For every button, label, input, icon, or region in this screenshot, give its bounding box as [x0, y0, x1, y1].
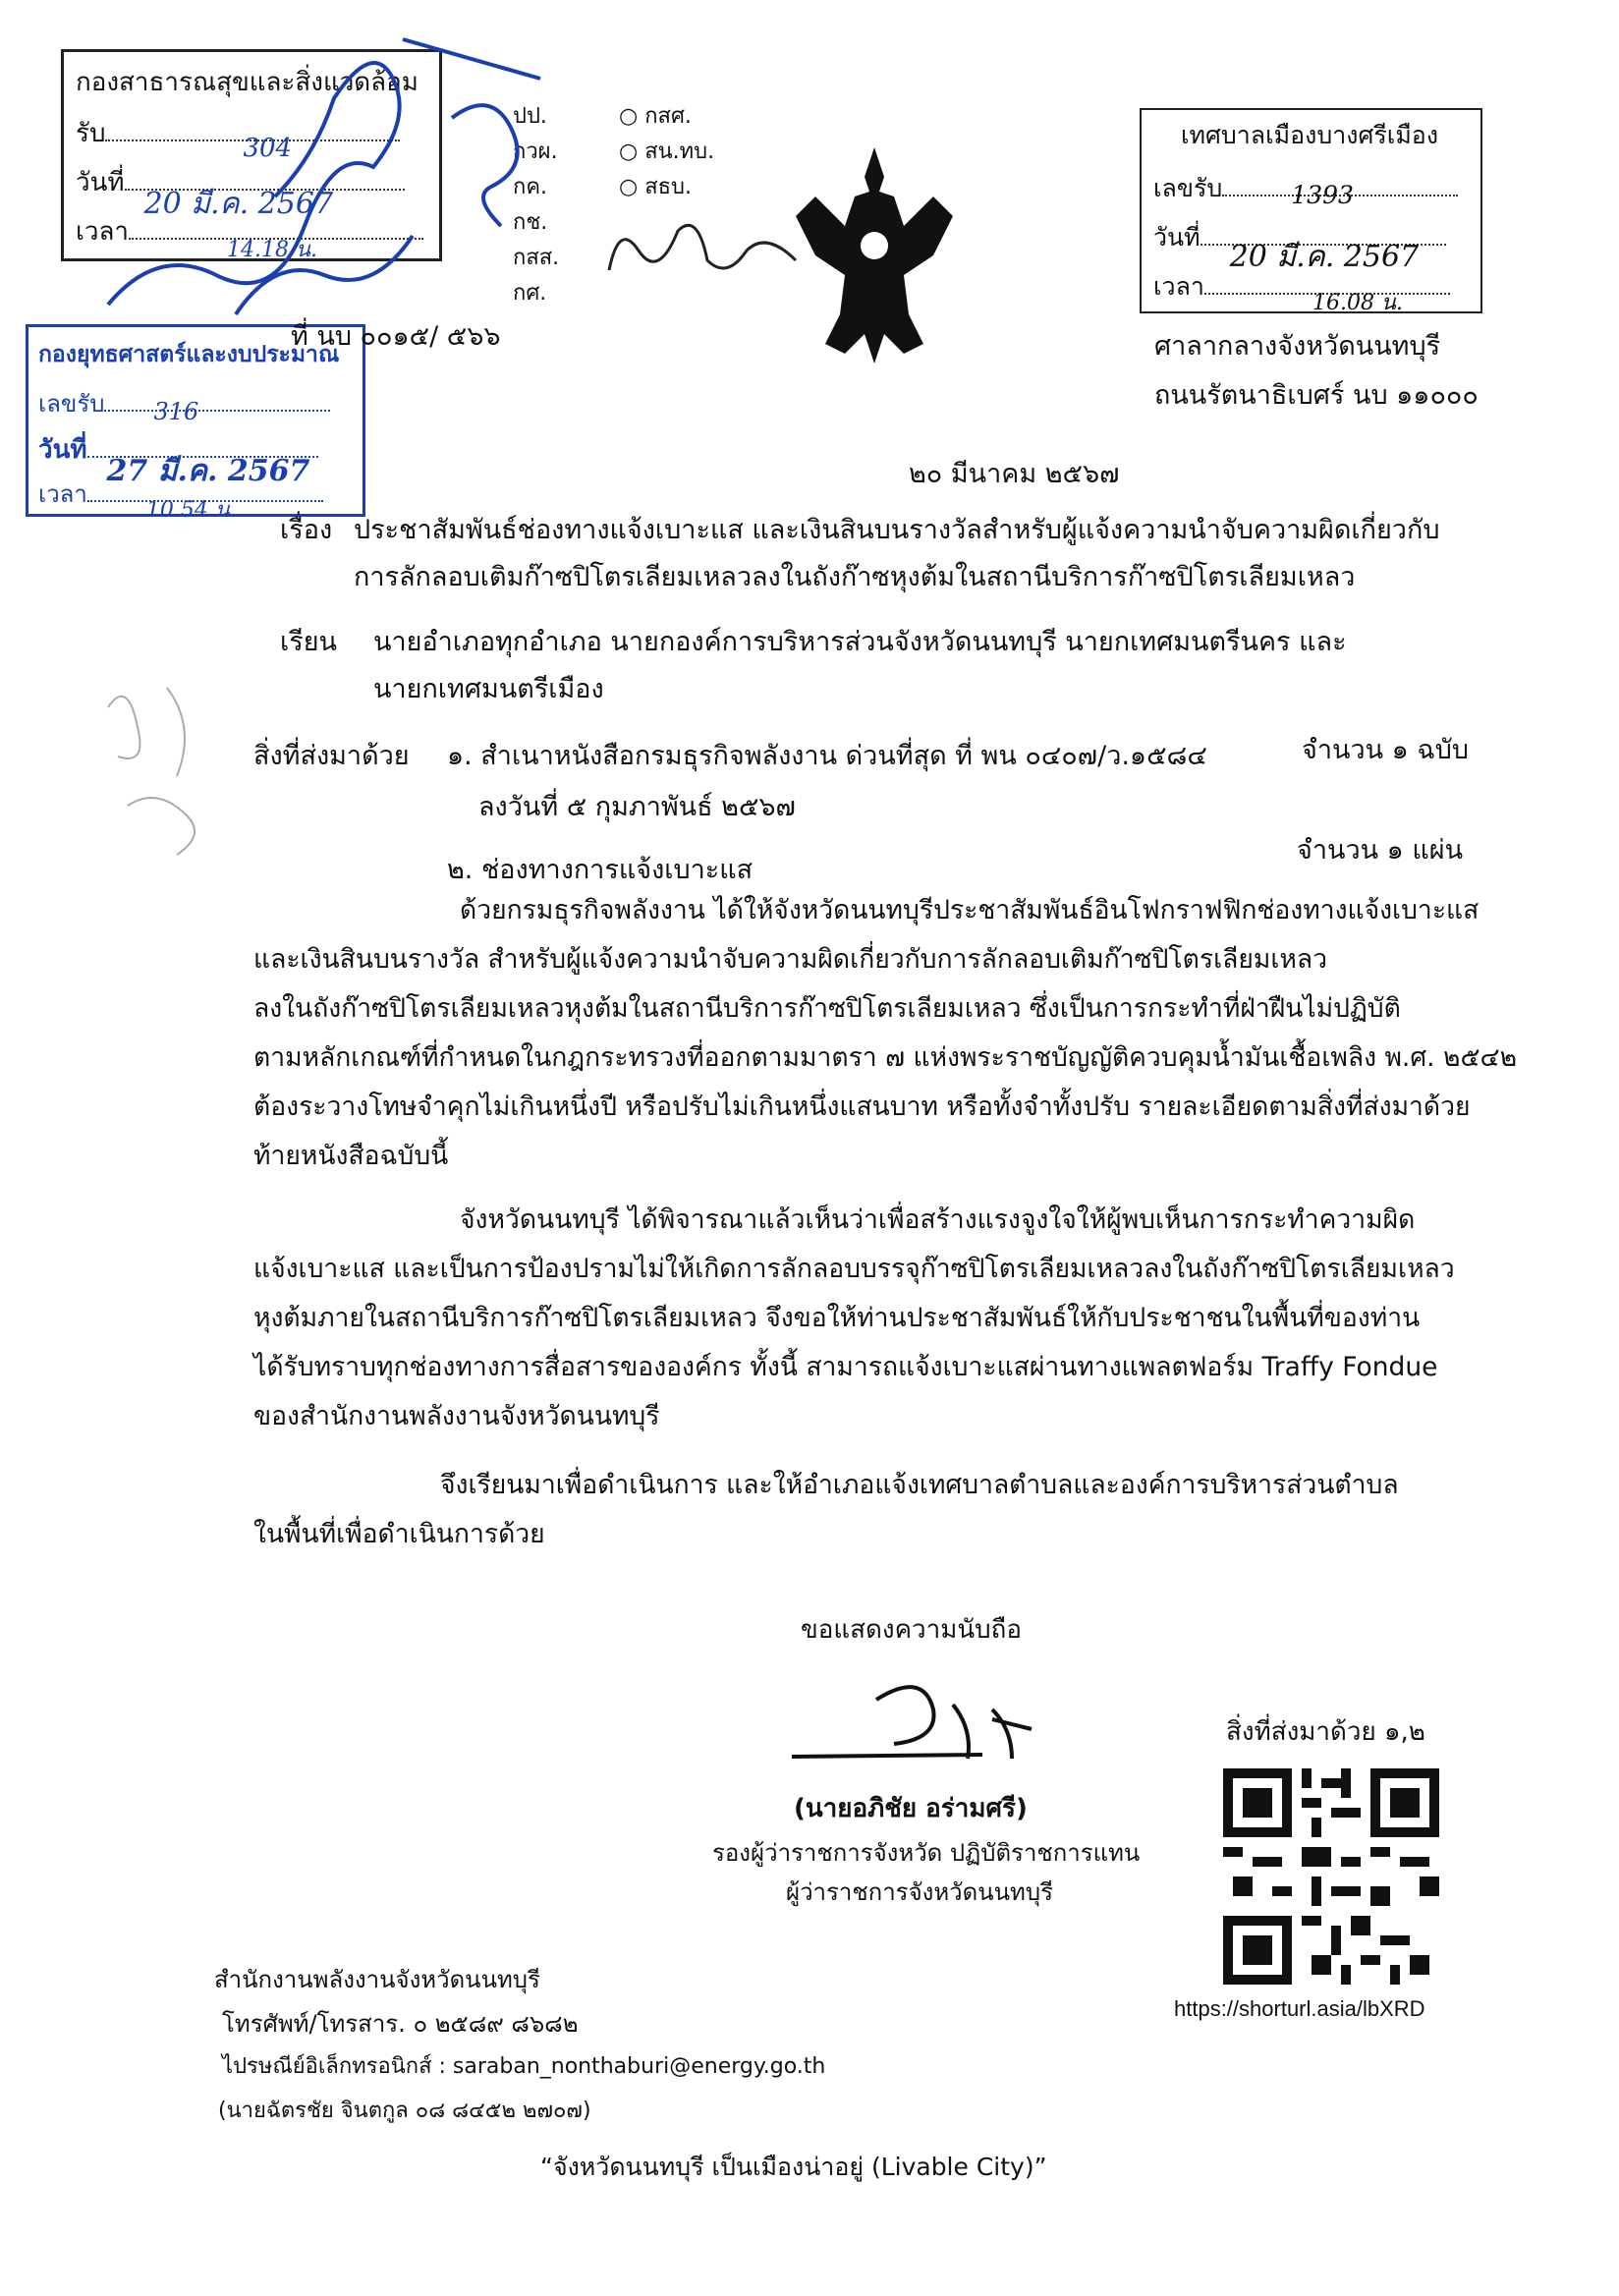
enclosure-item-2: ๒. ช่องทางการแจ้งเบาะแส: [447, 855, 754, 885]
pencil-margin-note: [88, 668, 246, 865]
garuda-emblem-icon: [786, 138, 963, 373]
routing-mark: กศ.: [513, 281, 547, 306]
footer-phone: โทรศัพท์/โทรสาร. ๐ ๒๕๘๙ ๘๖๘๒: [222, 2010, 579, 2038]
stamp-date-label: วันที่: [76, 168, 125, 197]
qr-url-link[interactable]: https://shorturl.asia/lbXRD: [1174, 1996, 1425, 2021]
stamp-time-label: เวลา: [38, 480, 87, 508]
routing-mark: กสส.: [513, 246, 560, 270]
stamp-time-row: [38, 475, 323, 523]
closing-salutation: ขอแสดงความนับถือ: [801, 1615, 1022, 1645]
handwritten-signature: [786, 1670, 1061, 1778]
paragraph-line: ด้วยกรมธุรกิจพลังงาน ได้ให้จังหวัดนนทบุรีประชาสัมพันธ์อินโฟกราฟฟิกช่องทางแจ้งเบาะแส: [460, 895, 1479, 925]
stamp-title: เทศบาลเมืองบางศรีเมือง: [1181, 121, 1439, 149]
stamp-title: กองยุทธศาสตร์และงบประมาณ: [38, 342, 340, 367]
document-number: ที่ นบ ๐๐๑๕/ ๕๖๖: [291, 321, 501, 352]
paragraph-line: และเงินสินบนรางวัล สำหรับผู้แจ้งความนำจับความผิดเกี่ยวกับการลักลอบเติมก๊าซปิโตรเลียมเหลว: [253, 944, 1328, 975]
stamp-received-label: เลขรับ: [1153, 174, 1223, 202]
slogan: “จังหวัดนนทบุรี เป็นเมืองน่าอยู่ (Livable City)”: [540, 2153, 1047, 2181]
enclosure-item-1: ๑. สำเนาหนังสือกรมธุรกิจพลังงาน ด่วนที่สุด ที่ พน ๐๔๐๗/ว.๑๕๘๔: [447, 741, 1207, 771]
recipient-line-1: นายอำเภอทุกอำเภอ นายกองค์การบริหารส่วนจังหวัดนนทบุรี นายกเทศมนตรีนคร และ: [373, 627, 1347, 657]
handwritten-initials: [599, 211, 806, 290]
paragraph-line: จังหวัดนนทบุรี ได้พิจารณาแล้วเห็นว่าเพื่อสร้างแรงจูงใจให้ผู้พบเห็นการกระทำความผิด: [460, 1204, 1416, 1235]
routing-mark: กค.: [513, 175, 548, 199]
stamp-date-value: 27 มี.ค. 2567: [106, 454, 310, 488]
qr-caption: สิ่งที่ส่งมาด้วย ๑,๒: [1226, 1717, 1425, 1747]
paragraph-line: จึงเรียนมาเพื่อดำเนินการ และให้อำเภอแจ้งเทศบาลตำบลและองค์การบริหารส่วนตำบล: [440, 1470, 1399, 1500]
handwritten-annotation: [79, 20, 629, 334]
stamp-time-row: [1153, 267, 1450, 315]
signer-title-line-1: รองผู้ว่าราชการจังหวัด ปฏิบัติราชการแทน: [712, 1839, 1141, 1867]
footer-office: สำนักงานพลังงานจังหวัดนนทบุรี: [214, 1966, 540, 1993]
stamp-title: กองสาธารณสุขและสิ่งแวดล้อม: [76, 68, 419, 97]
routing-mark: กช.: [513, 210, 548, 235]
footer-contact: (นายฉัตรชัย จินตกูล ๐๘ ๘๔๕๒ ๒๗๐๗): [218, 2099, 591, 2123]
paragraph-line: ได้รับทราบทุกช่องทางการสื่อสารขององค์กร ทั้งนี้ สามารถแจ้งเบาะแสผ่านทางแพลตฟอร์ม Traffy Fondue: [253, 1352, 1438, 1382]
signer-name: (นายอภิชัย อร่ามศรี): [794, 1794, 1028, 1823]
sender-address-line-2: ถนนรัตนาธิเบศร์ นบ ๑๑๐๐๐: [1154, 380, 1479, 411]
stamp-received-value: 1393: [1291, 181, 1354, 209]
paragraph-line: ต้องระวางโทษจำคุกไม่เกินหนึ่งปี หรือปรับไม่เกินหนึ่งแสนบาท หรือทั้งจำทั้งปรับ รายละเอียดตามสิ่งที่ส่งมาด้วย: [253, 1092, 1471, 1122]
stamp-time-value: 10.54 น.: [145, 498, 237, 523]
recipient-label: เรียน: [280, 627, 338, 657]
stamp-received-row: [38, 384, 330, 425]
routing-mark: ○ กสศ.: [619, 104, 692, 129]
stamp-date-label: วันที่: [1153, 223, 1200, 252]
paragraph-line: ท้ายหนังสือฉบับนี้: [253, 1141, 449, 1171]
stamp-received-value: 304: [243, 134, 293, 163]
routing-mark: กวผ.: [513, 140, 558, 164]
paragraph-line: ตามหลักเกณฑ์ที่กำหนดในกฎกระทรวงที่ออกตามมาตรา ๗ แห่งพระราชบัญญัติควบคุมน้ำมันเชื้อเพลิง พ.ศ. ๒๕๔๒: [253, 1042, 1518, 1073]
enclosure-item-2-quantity: จำนวน ๑ แผ่น: [1297, 835, 1464, 866]
routing-mark: ปป.: [513, 104, 547, 129]
enclosure-item-1-date: ลงวันที่ ๕ กุมภาพันธ์ ๒๕๖๗: [478, 792, 796, 822]
stamp-received-label: เลขรับ: [38, 390, 105, 418]
stamp-received-value: 316: [153, 398, 199, 425]
qr-code-icon[interactable]: [1223, 1768, 1439, 1985]
signer-title-line-2: ผู้ว่าราชการจังหวัดนนทบุรี: [786, 1878, 1053, 1906]
paragraph-line: ในพื้นที่เพื่อดำเนินการด้วย: [253, 1519, 545, 1549]
stamp-date-value: 20 มี.ค. 2567: [1229, 240, 1420, 274]
paragraph-line: หุงต้มภายในสถานีบริการก๊าซปิโตรเลียมเหลว จึงขอให้ท่านประชาสัมพันธ์ให้กับประชาชนในพื้นที่ของท่าน: [253, 1303, 1421, 1333]
stamp-date-value: 20 มี.ค. 2567: [143, 187, 334, 221]
subject-line-1: ประชาสัมพันธ์ช่องทางแจ้งเบาะแส และเงินสินบนรางวัลสำหรับผู้แจ้งความนำจับความผิดเกี่ยวกับ: [354, 515, 1440, 545]
subject-line-2: การลักลอบเติมก๊าซปิโตรเลียมเหลวลงในถังก๊าซหุงต้มในสถานีบริการก๊าซปิโตรเลียมเหลว: [354, 562, 1356, 592]
sender-address-line-1: ศาลากลางจังหวัดนนทบุรี: [1154, 331, 1441, 362]
paragraph-line: ลงในถังก๊าซปิโตรเลียมเหลวหุงต้มในสถานีบริการก๊าซปิโตรเลียมเหลว ซึ่งเป็นการกระทำที่ฝ่าฝืนไม่ปฏิบัติ: [253, 993, 1401, 1024]
paragraph-line: ของสำนักงานพลังงานจังหวัดนนทบุรี: [253, 1401, 660, 1431]
stamp-date-row: [1153, 218, 1446, 274]
stamp-received-label: รับ: [76, 119, 106, 148]
letter-date: ๒๐ มีนาคม ๒๕๖๗: [909, 459, 1120, 489]
enclosure-item-1-quantity: จำนวน ๑ ฉบับ: [1302, 735, 1470, 765]
stamp-time-label: เวลา: [76, 217, 130, 247]
stamp-time-value: 16.08 น.: [1312, 291, 1403, 315]
subject-label: เรื่อง: [280, 515, 333, 545]
stamp-date-row: [38, 429, 318, 488]
routing-mark: ○ สน.ทบ.: [619, 140, 715, 164]
stamp-municipality: [1140, 108, 1482, 313]
footer-email: ไปรษณีย์อิเล็กทรอนิกส์ : saraban_nonthaburi@energy.go.th: [222, 2054, 826, 2079]
routing-mark: ○ สธบ.: [619, 175, 693, 199]
stamp-received-row: [1153, 169, 1458, 208]
paragraph-line: แจ้งเบาะแส และเป็นการป้องปรามไม่ให้เกิดการลักลอบบรรจุก๊าซปิโตรเลียมเหลวลงในถังก๊าซปิโตรเลียมเหลว: [253, 1254, 1455, 1284]
stamp-time-label: เวลา: [1153, 272, 1204, 301]
enclosure-label: สิ่งที่ส่งมาด้วย: [253, 741, 410, 771]
stamp-time-value: 14.18 น.: [227, 238, 318, 262]
recipient-line-2: นายกเทศมนตรีเมือง: [373, 674, 604, 704]
stamp-date-label: วันที่: [38, 435, 87, 465]
